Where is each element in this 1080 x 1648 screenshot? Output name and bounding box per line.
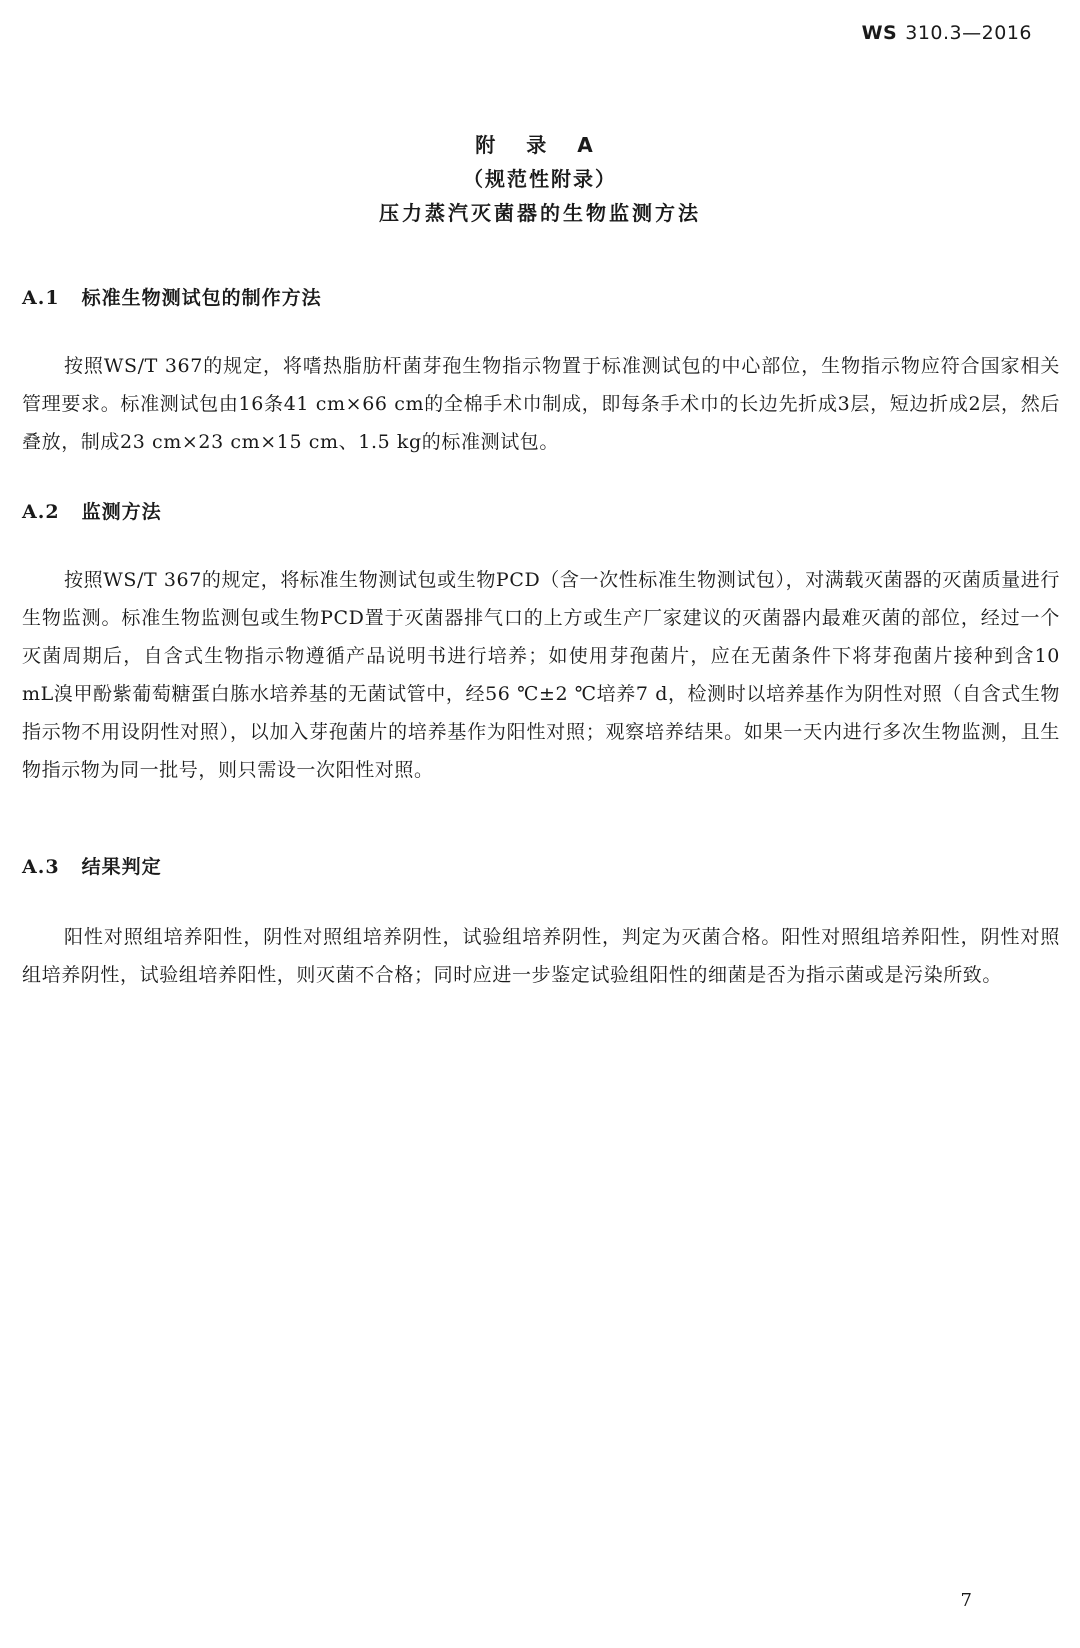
appendix-title-block — [0, 128, 1080, 230]
section-paragraph-a1: 按照WS/T 367的规定，将嗜热脂肪杆菌芽孢生物指示物置于标准测试包的中心部位，生物指示物应符合国家相关管理要求。标准测试包由16条41 cm×66 cm的全棉手术巾制成，即每条手术巾的长边先折成3层，短边折成2层，然后叠放，制成23 cm×23 cm×15 cm、1.5 kg的标准测试包。 — [22, 355, 1060, 453]
standard-code: 310.3—2016 — [905, 22, 1032, 44]
section-number: A.1 — [22, 287, 60, 309]
standard-prefix: WS — [861, 22, 898, 44]
section-title: 结果判定 — [81, 856, 162, 878]
section-heading-a2 — [22, 497, 162, 524]
page-number: 7 — [960, 1590, 972, 1611]
section-paragraph-a2: 按照WS/T 367的规定，将标准生物测试包或生物PCD（含一次性标准生物测试包），对满载灭菌器的灭菌质量进行生物监测。标准生物监测包或生物PCD置于灭菌器排气口的上方或生产厂家建议的灭菌器内最难灭菌的部位，经过一个灭菌周期后，自含式生物指示物遵循产品说明书进行培养；如使用芽孢菌片，应在无菌条件下将芽孢菌片接种到含10 mL溴甲酚紫葡萄糖蛋白胨水培养基的无菌试管中，经56 ℃±2 ℃培养7 d，检测时以培养基作为阴性对照（自含式生物指示物不用设阴性对照），以加入芽孢菌片的培养基作为阳性对照；观察培养结果。如果一天内进行多次生物监测，且生物指示物为同一批号，则只需设一次阳性对照。 — [22, 569, 1060, 781]
section-heading-a3 — [22, 852, 162, 879]
section-heading-a1 — [22, 283, 322, 310]
section-number: A.3 — [22, 856, 60, 878]
section-title: 监测方法 — [81, 501, 162, 523]
appendix-type: （规范性附录） — [463, 167, 617, 191]
standard-number — [862, 22, 1032, 44]
section-number: A.2 — [22, 501, 60, 523]
appendix-title: 压力蒸汽灭菌器的生物监测方法 — [379, 201, 701, 225]
appendix-label: 附 录 A — [475, 133, 605, 157]
section-title: 标准生物测试包的制作方法 — [81, 287, 322, 309]
section-paragraph-a3: 阳性对照组培养阳性，阴性对照组培养阴性，试验组培养阴性，判定为灭菌合格。阳性对照组培养阳性，阴性对照组培养阴性，试验组培养阳性，则灭菌不合格；同时应进一步鉴定试验组阳性的细菌是否为指示菌或是污染所致。 — [22, 926, 1060, 986]
